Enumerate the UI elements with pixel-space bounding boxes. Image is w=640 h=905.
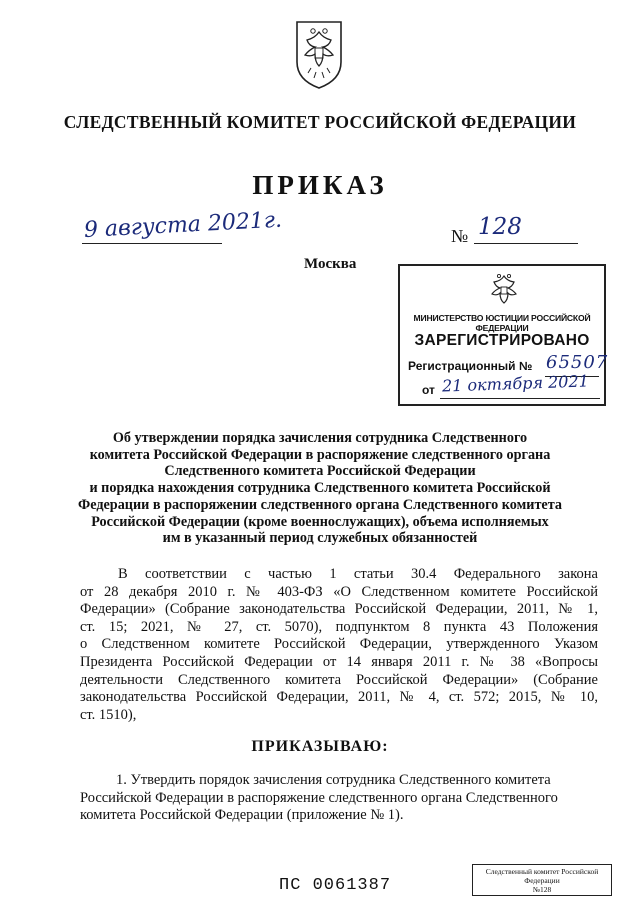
- subject-line: Российской Федерации (кроме военнослужащих), объема исполняемых: [91, 513, 549, 530]
- paragraph-line: Федерации» (Собрание законодательства Российской Федерации, 2011, № 1,: [80, 601, 598, 618]
- footer-box-line: Следственный комитет Российской: [485, 867, 599, 876]
- handwritten-date: 9 августа 2021г.: [83, 207, 283, 243]
- organization-name: СЛЕДСТВЕННЫЙ КОМИТЕТ РОССИЙСКОЙ ФЕДЕРАЦИИ: [63, 112, 577, 132]
- stamp-ministry: МИНИСТЕРСТВО ЮСТИЦИИ РОССИЙСКОЙ ФЕДЕРАЦИИ: [413, 313, 591, 333]
- subject-line: комитета Российской Федерации в распоряжение следственного органа: [89, 446, 551, 463]
- paragraph-line: деятельности Следственного комитета Российской Федерации» (Собрание: [80, 671, 598, 688]
- footer-box-line: Федерации: [524, 876, 560, 885]
- stamp-date-underline: [440, 398, 600, 399]
- subject-line: Федерации в распоряжении следственного органа Следственного комитета: [78, 496, 562, 513]
- number-label: №: [451, 226, 469, 246]
- paragraph-line: Российской Федерации в распоряжение следственного органа Следственного: [80, 789, 558, 806]
- paragraph-line: о Следственном комитете Российской Федерации, утвержденного Указом: [80, 636, 598, 653]
- stamp-registered: ЗАРЕГИСТРИРОВАНО: [414, 332, 590, 349]
- subject-line: и порядка нахождения сотрудника Следственного комитета Российской: [89, 480, 551, 497]
- subject-line: Об утверждении порядка зачисления сотрудника Следственного: [112, 430, 528, 446]
- paragraph-line: В соответствии с частью 1 статьи 30.4 Федерального закона: [118, 566, 598, 582]
- subject-line: Следственного комитета Российской Федерации: [164, 463, 476, 480]
- paragraph-line: Президента Российской Федерации от 14 января 2011 г. № 38 «Вопросы: [80, 653, 598, 670]
- footer-stamp-box: [472, 864, 612, 896]
- order-point-1: [80, 772, 600, 825]
- city-name: Москва: [304, 256, 357, 272]
- date-underline: [82, 243, 222, 244]
- subject-line: им в указанный период служебных обязанностей: [162, 530, 478, 547]
- stamp-reg-number-label: Регистрационный №: [408, 359, 533, 373]
- order-heading: ПРИКАЗЫВАЮ:: [251, 738, 389, 755]
- preamble-paragraph: [80, 566, 598, 724]
- paragraph-line: ст. 15; 2021, № 27, ст. 5070), подпунктом 8 пункта 43 Положения: [80, 618, 598, 635]
- footer-box-line: №128: [532, 885, 552, 894]
- paragraph-line: комитета Российской Федерации (приложение № 1).: [80, 807, 404, 824]
- handwritten-number: 128: [478, 214, 522, 240]
- paragraph-line: от 28 декабря 2010 г. № 403-ФЗ «О Следственном комитете Российской: [80, 583, 598, 600]
- stamp-reg-number: 65507: [546, 352, 609, 373]
- number-underline: [474, 243, 578, 244]
- stamp-coat-of-arms-icon: [488, 272, 520, 310]
- registration-stamp: [398, 264, 609, 406]
- stamp-date: 21 октября 2021: [441, 371, 590, 396]
- stamp-date-label: от: [422, 383, 435, 397]
- document-type: ПРИКАЗ: [252, 170, 388, 200]
- paragraph-line: 1. Утвердить порядок зачисления сотрудника Следственного комитета: [116, 772, 551, 788]
- document-subject: [60, 430, 580, 547]
- coat-of-arms-icon: [293, 18, 345, 92]
- paragraph-line: ст. 1510),: [80, 706, 137, 723]
- paragraph-line: законодательства Российской Федерации, 2011, № 4, ст. 572; 2015, № 10,: [80, 689, 598, 706]
- form-serial-number: ПС 0061387: [279, 876, 392, 895]
